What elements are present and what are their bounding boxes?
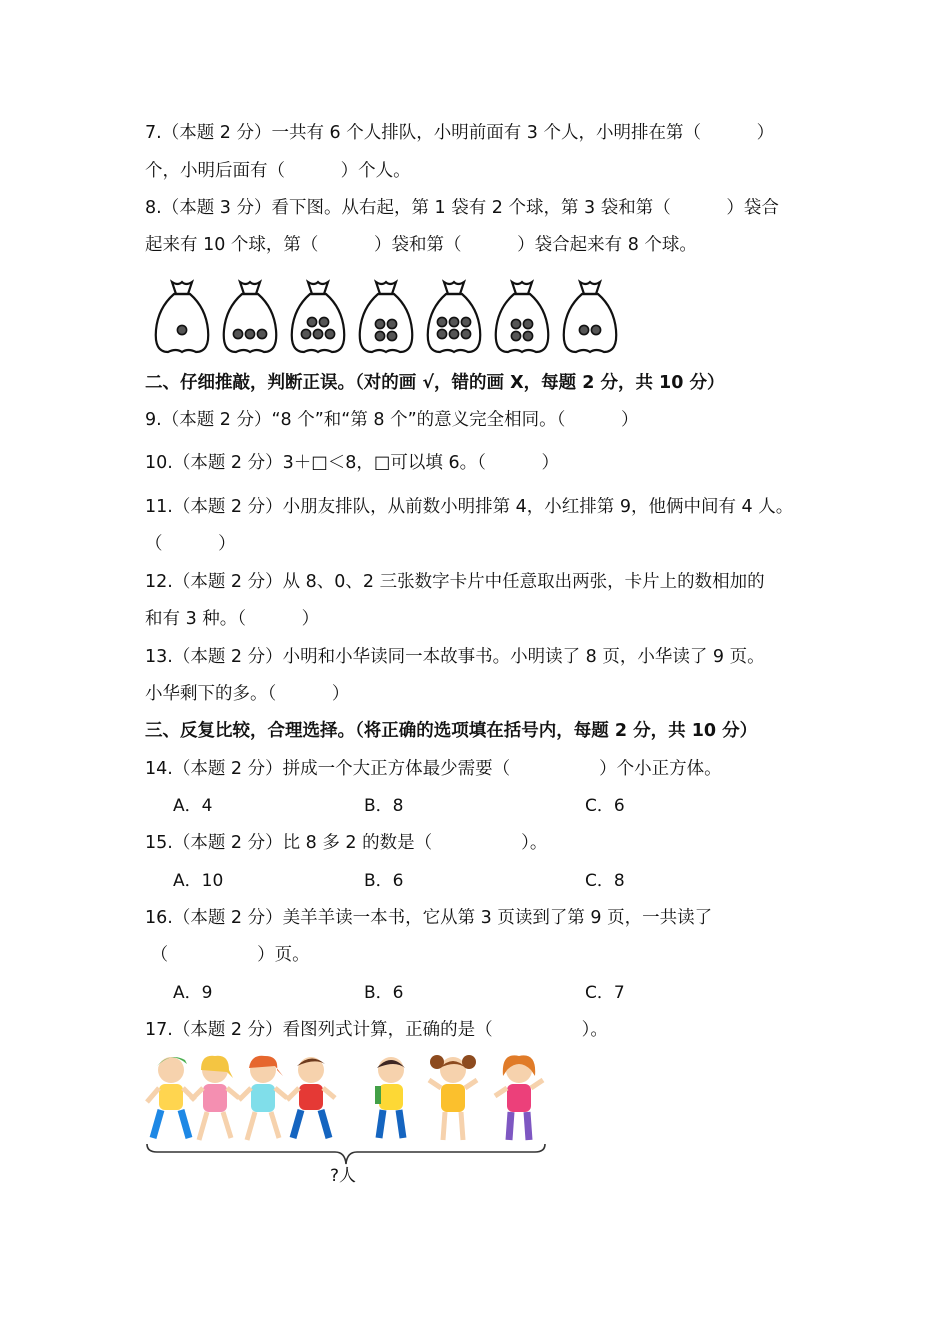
q10: 10.（本题 2 分）3＋□＜8，□可以填 6。（ ） — [145, 453, 560, 473]
q16-option-c: C．7 — [585, 983, 625, 1003]
ball — [523, 319, 532, 328]
q8-line2: 起来有 10 个球，第（ ）袋和第（ ）袋合起来有 8 个球。 — [145, 235, 697, 255]
ball — [319, 317, 328, 326]
ball-bag — [490, 272, 554, 358]
ball — [313, 329, 322, 338]
ball — [461, 329, 470, 338]
bag-tie — [512, 282, 532, 294]
bag-body — [224, 294, 277, 352]
ball-bag — [150, 272, 214, 358]
ball — [301, 329, 310, 338]
bags-figure — [150, 272, 630, 362]
q15: 15.（本题 2 分）比 8 多 2 的数是（ ）。 — [145, 833, 548, 853]
q8-line1: 8.（本题 3 分）看下图。从右起，第 1 袋有 2 个球，第 3 袋和第（ ）袋合 — [145, 198, 779, 218]
q7-line2: 个，小明后面有（ ）个人。 — [145, 161, 411, 181]
section-3-heading: 三、反复比较，合理选择。（将正确的选项填在括号内，每题 2 分，共 10 分） — [145, 721, 758, 741]
bag-body — [496, 294, 549, 352]
ball — [257, 329, 266, 338]
q11-line2: （ ） — [145, 534, 236, 554]
q13-line2: 小华剩下的多。（ ） — [145, 684, 350, 704]
bag-body — [360, 294, 413, 352]
q16-option-a: A．9 — [173, 983, 213, 1003]
bag-tie — [240, 282, 260, 294]
children-illustration — [145, 1052, 555, 1152]
ball-bag — [218, 272, 282, 358]
q9: 9.（本题 2 分）“8 个”和“第 8 个”的意义完全相同。（ ） — [145, 410, 639, 430]
section-2-heading: 二、仔细推敲，判断正误。（对的画 √，错的画 X，每题 2 分，共 10 分） — [145, 373, 725, 393]
ball — [325, 329, 334, 338]
ball — [233, 329, 242, 338]
child-figure — [189, 1052, 241, 1144]
ball — [375, 331, 384, 340]
brace-label: ?人 — [330, 1166, 357, 1186]
bag-body — [292, 294, 345, 352]
ball — [437, 317, 446, 326]
ball — [307, 317, 316, 326]
child-figure — [365, 1052, 417, 1144]
ball — [461, 317, 470, 326]
ball — [511, 319, 520, 328]
ball — [579, 325, 588, 334]
ball — [375, 319, 384, 328]
q14-option-c: C．6 — [585, 796, 625, 816]
q14-option-a: A．4 — [173, 796, 213, 816]
q16-line1: 16.（本题 2 分）美羊羊读一本书，它从第 3 页读到了第 9 页，一共读了 — [145, 908, 713, 928]
q14-option-b: B．8 — [364, 796, 404, 816]
bag-body — [156, 294, 209, 352]
q15-option-a: A．10 — [173, 871, 224, 891]
ball — [523, 331, 532, 340]
q12-line1: 12.（本题 2 分）从 8、0、2 三张数字卡片中任意取出两张，卡片上的数相加的 — [145, 572, 765, 592]
child-figure — [489, 1052, 547, 1144]
q16-option-b: B．6 — [364, 983, 404, 1003]
ball — [437, 329, 446, 338]
q16-line2: （ ）页。 — [145, 945, 310, 965]
ball — [177, 325, 186, 334]
ball — [449, 329, 458, 338]
ball — [591, 325, 600, 334]
bag-tie — [308, 282, 328, 294]
q15-option-c: C．8 — [585, 871, 625, 891]
ball — [511, 331, 520, 340]
ball — [387, 331, 396, 340]
bag-tie — [444, 282, 464, 294]
ball-bag — [558, 272, 622, 358]
ball-bag — [354, 272, 418, 358]
q14: 14.（本题 2 分）拼成一个大正方体最少需要（ ）个小正方体。 — [145, 759, 722, 779]
q13-line1: 13.（本题 2 分）小明和小华读同一本故事书。小明读了 8 页，小华读了 9 页。 — [145, 647, 765, 667]
q12-line2: 和有 3 种。（ ） — [145, 609, 320, 629]
q15-option-b: B．6 — [364, 871, 404, 891]
ball — [449, 317, 458, 326]
child-figure — [237, 1052, 289, 1144]
ball-bag — [422, 272, 486, 358]
ball — [245, 329, 254, 338]
child-figure — [425, 1052, 481, 1144]
bag-tie — [376, 282, 396, 294]
ball-bag — [286, 272, 350, 358]
ball — [387, 319, 396, 328]
bag-tie — [580, 282, 600, 294]
bag-tie — [172, 282, 192, 294]
bag-body — [564, 294, 617, 352]
q17: 17.（本题 2 分）看图列式计算，正确的是（ ）。 — [145, 1020, 608, 1040]
child-figure — [285, 1052, 337, 1144]
q11-line1: 11.（本题 2 分）小朋友排队，从前数小明排第 4，小红排第 9，他俩中间有 4 人。 — [145, 497, 794, 517]
q7-line1: 7.（本题 2 分）一共有 6 个人排队，小明前面有 3 个人，小明排在第（ ） — [145, 123, 775, 143]
